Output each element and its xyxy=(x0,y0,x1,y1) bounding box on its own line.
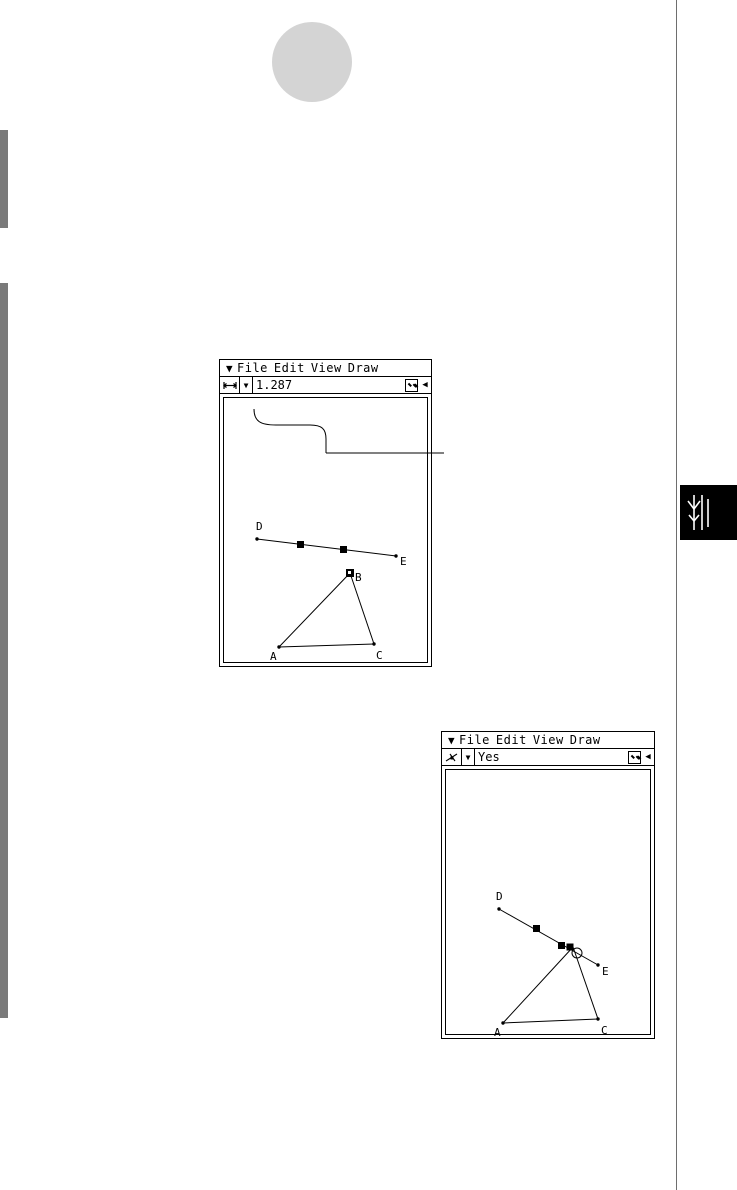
collapse-chevron-icon[interactable]: ▼ xyxy=(225,361,234,375)
svg-text:D: D xyxy=(256,520,263,533)
svg-text:C: C xyxy=(601,1024,608,1037)
svg-text:E: E xyxy=(400,555,407,568)
perpendicular-check-icon[interactable] xyxy=(442,749,462,765)
decorative-circle xyxy=(272,22,352,102)
callout-leader-line xyxy=(248,405,444,457)
chevron-down-icon[interactable]: ▼ xyxy=(240,377,253,393)
menu-item-view[interactable]: View xyxy=(310,361,342,375)
calculator-window-bottom[interactable] xyxy=(441,731,655,1039)
geometry-canvas-bottom[interactable] xyxy=(445,769,651,1039)
side-tab-marker xyxy=(680,485,737,540)
menu-item-draw[interactable]: Draw xyxy=(569,733,601,747)
measurement-value[interactable]: Yes xyxy=(478,750,500,764)
measure-length-icon[interactable] xyxy=(220,377,240,393)
menu-item-edit[interactable]: Edit xyxy=(495,733,527,747)
measurement-entry-bar[interactable] xyxy=(442,749,654,766)
menu-item-file[interactable]: File xyxy=(237,361,268,375)
measurement-entry-bar[interactable] xyxy=(220,377,431,394)
left-triangle-icon[interactable]: ◀ xyxy=(422,380,428,390)
menu-item-draw[interactable]: Draw xyxy=(347,361,379,375)
left-margin-bar-top xyxy=(0,130,8,228)
left-triangle-icon[interactable]: ◀ xyxy=(645,752,651,762)
svg-text:E: E xyxy=(602,965,609,978)
menu-item-view[interactable]: View xyxy=(532,733,564,747)
checkbox-checked-icon[interactable] xyxy=(626,749,642,765)
svg-text:B: B xyxy=(355,571,362,584)
svg-text:C: C xyxy=(376,649,383,662)
svg-text:A: A xyxy=(494,1026,501,1039)
chevron-down-icon[interactable]: ▼ xyxy=(462,749,475,765)
checkbox-checked-icon[interactable] xyxy=(403,377,419,393)
menu-item-edit[interactable]: Edit xyxy=(273,361,305,375)
svg-text:A: A xyxy=(270,650,277,663)
left-margin-bar-bottom xyxy=(0,283,8,1018)
menu-bar[interactable] xyxy=(442,732,654,749)
svg-text:D: D xyxy=(496,890,503,903)
menu-item-file[interactable]: File xyxy=(459,733,490,747)
page-right-rule xyxy=(676,0,677,1190)
measurement-value[interactable]: 1.287 xyxy=(256,378,293,392)
collapse-chevron-icon[interactable]: ▼ xyxy=(447,733,456,747)
menu-bar[interactable] xyxy=(220,360,431,377)
